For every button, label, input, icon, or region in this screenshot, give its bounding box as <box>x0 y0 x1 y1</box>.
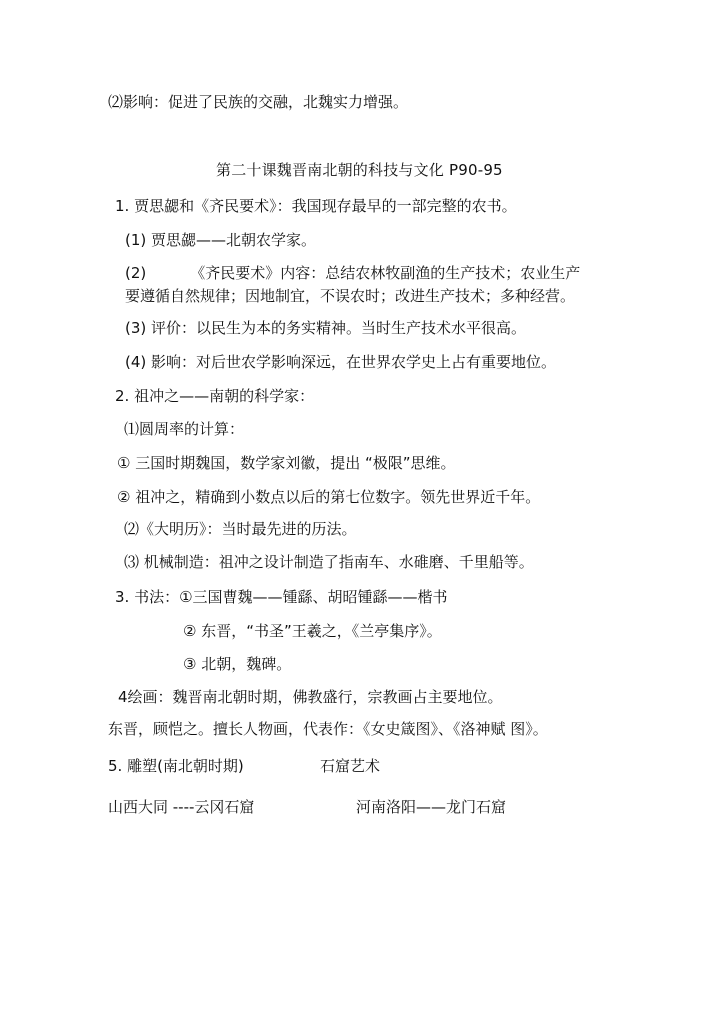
section-5-heading: 5. 雕塑(南北朝时期) <box>108 757 244 775</box>
section-3-item-2: ② 东晋，“书圣”王羲之，《兰亭集序》。 <box>183 622 442 640</box>
section-2-sub-2: ⑵《大明历》：当时最先进的历法。 <box>124 520 357 538</box>
section-5-left-item: 山西大同 ----云冈石窟 <box>108 798 255 816</box>
section-5-right-item: 河南洛阳——龙门石窟 <box>356 798 507 816</box>
section-1-item-1: (1) 贾思勰——北朝农学家。 <box>125 231 317 249</box>
section-1-heading: 1. 贾思勰和《齐民要术》：我国现存最早的一部完整的农书。 <box>115 197 517 215</box>
section-1-item-4: (4) 影响：对后世农学影响深远，在世界农学史上占有重要地位。 <box>125 353 557 371</box>
section-2-sub-3: ⑶ 机械制造：祖冲之设计制造了指南车、水碓磨、千里船等。 <box>124 553 534 571</box>
section-3-heading: 3. 书法：①三国曹魏——锺繇、胡昭锺繇——楷书 <box>115 588 448 606</box>
section-5-subheading: 石窟艺术 <box>320 757 381 775</box>
section-2-sub-1-b: ② 祖冲之，精确到小数点以后的第七位数字。领先世界近千年。 <box>117 488 541 506</box>
section-1-item-2-continued: 要遵循自然规律；因地制宜，不误农时；改进生产技术；多种经营。 <box>125 287 576 305</box>
section-1-item-2-number: (2) <box>125 264 147 282</box>
section-1-item-2-text: 《齐民要术》内容：总结农林牧副渔的生产技术；农业生产 <box>190 264 581 282</box>
section-4-detail: 东晋，顾恺之。擅长人物画，代表作：《女史箴图》、《洛神赋 图》。 <box>108 720 548 738</box>
influence-line: ⑵影响：促进了民族的交融，北魏实力增强。 <box>108 93 409 111</box>
section-1-item-2 <box>125 263 580 283</box>
section-2-sub-1-a: ① 三国时期魏国，数学家刘徽，提出 “极限”思维。 <box>117 454 456 472</box>
section-1-item-3: (3) 评价：以民生为本的务实精神。当时生产技术水平很高。 <box>125 319 527 337</box>
section-3-item-3: ③ 北朝，魏碑。 <box>183 655 292 673</box>
section-2-heading: 2. 祖冲之——南朝的科学家： <box>115 387 315 405</box>
section-4-heading: 4绘画：魏晋南北朝时期，佛教盛行，宗教画占主要地位。 <box>118 688 503 706</box>
lesson-title: 第二十课魏晋南北朝的科技与文化 P90-95 <box>216 161 503 179</box>
section-2-sub-1: ⑴圆周率的计算： <box>124 420 245 438</box>
